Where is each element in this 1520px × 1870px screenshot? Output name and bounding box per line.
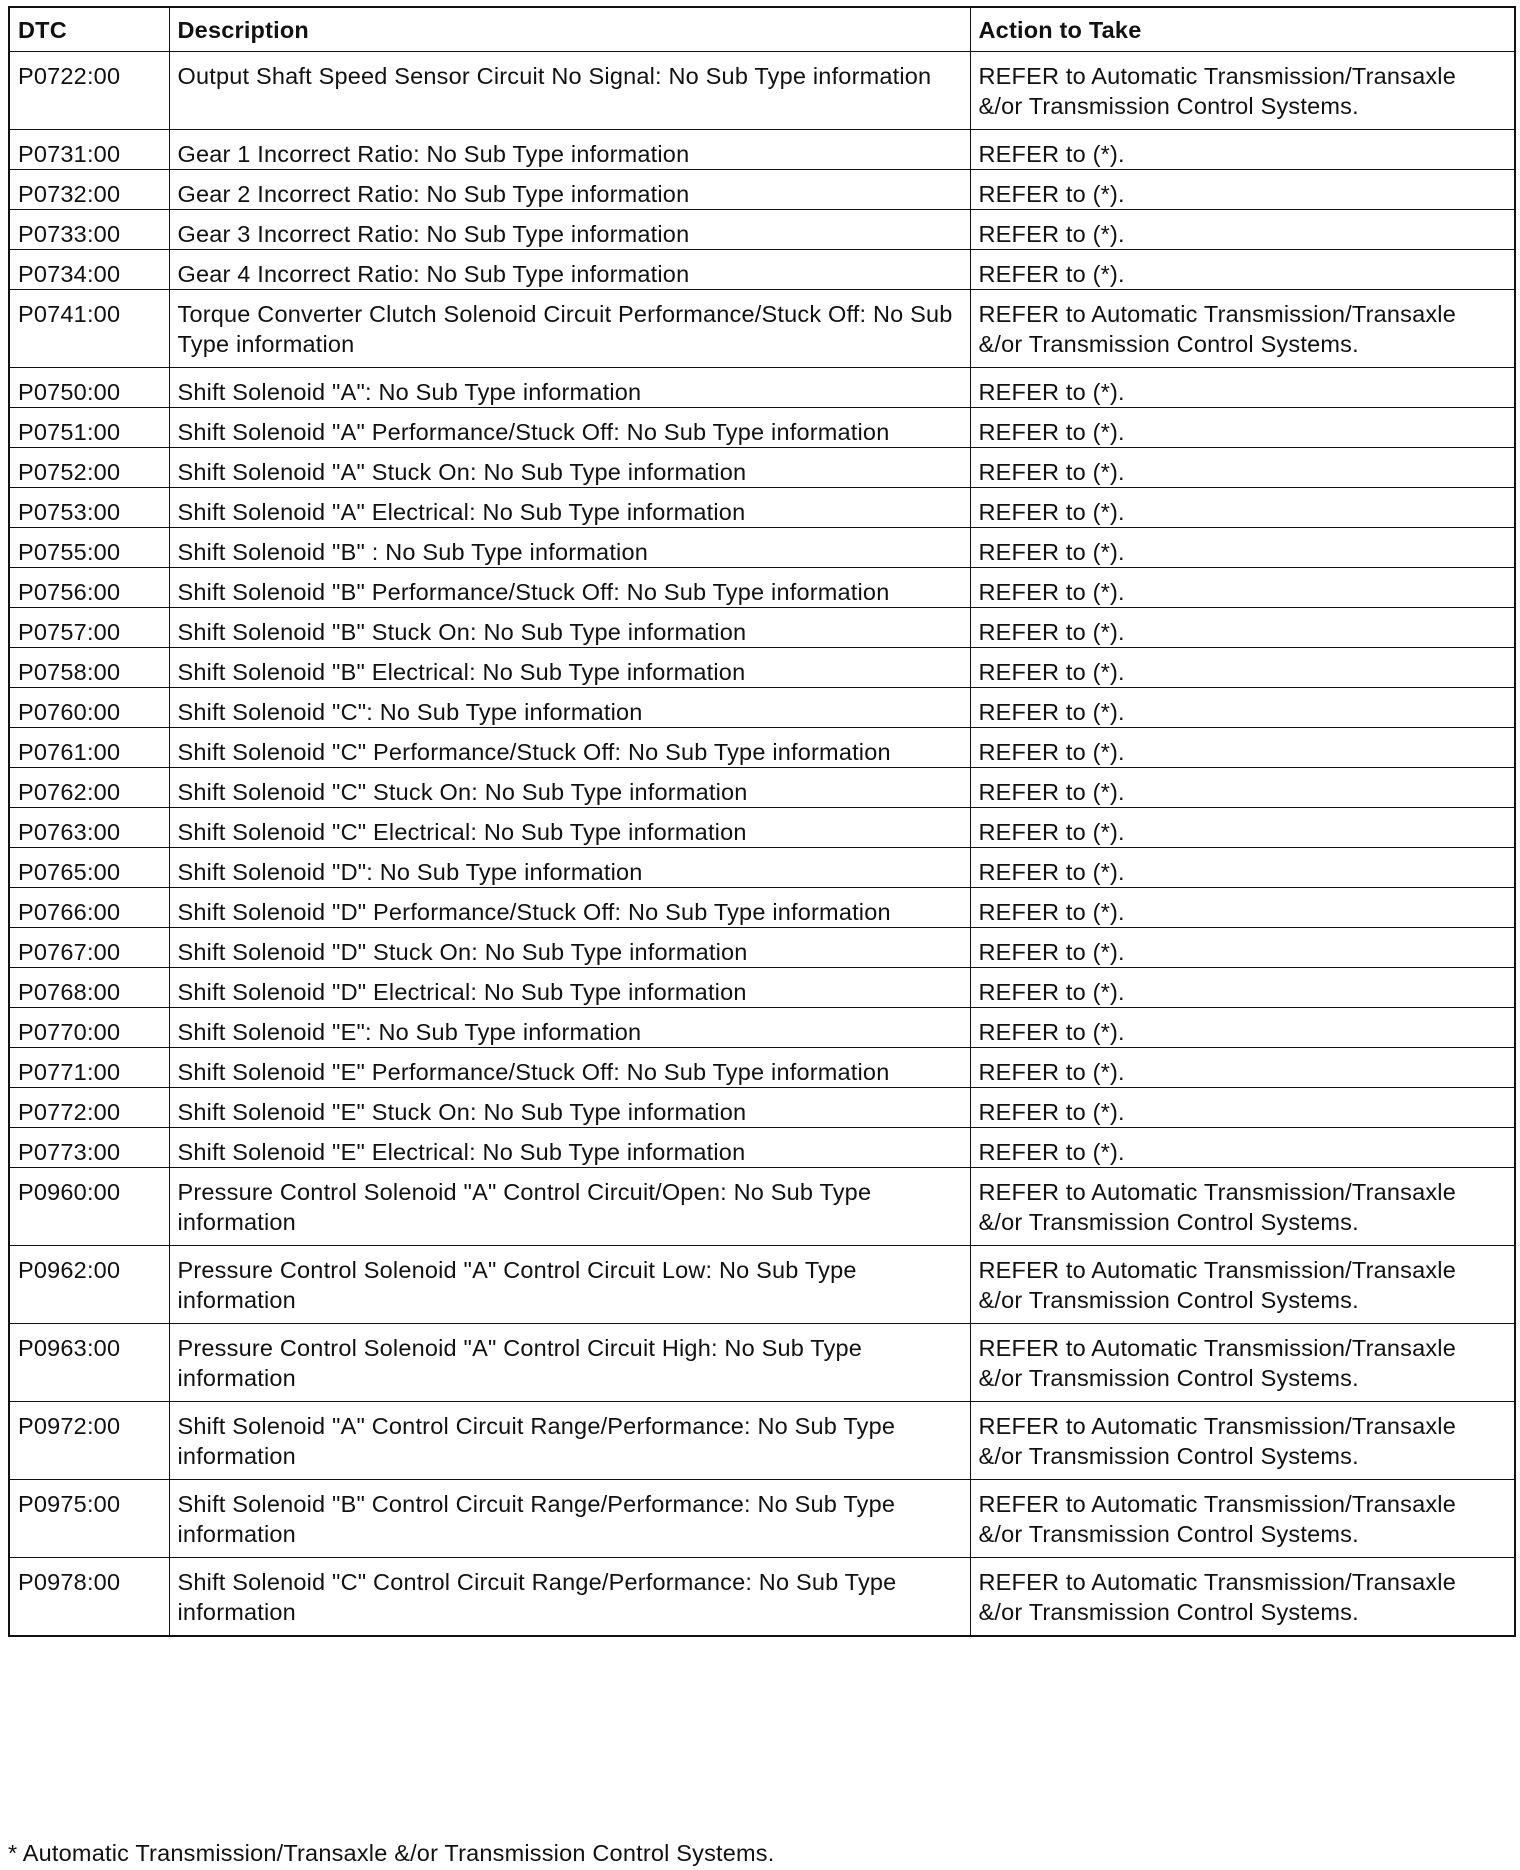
table-row <box>9 1480 1515 1558</box>
action-cell: REFER to Automatic Transmission/Transaxle &/or Transmission Control Systems. <box>970 1168 1515 1246</box>
dtc-cell: P0766:00 <box>9 888 169 928</box>
description-cell: Shift Solenoid "B" : No Sub Type information <box>169 528 970 568</box>
description-cell: Shift Solenoid "B" Control Circuit Range/Performance: No Sub Type information <box>169 1480 970 1558</box>
description-cell: Shift Solenoid "B" Electrical: No Sub Type information <box>169 648 970 688</box>
table-row <box>9 648 1515 688</box>
description-cell: Shift Solenoid "A" Stuck On: No Sub Type information <box>169 448 970 488</box>
dtc-cell: P0758:00 <box>9 648 169 688</box>
action-cell: REFER to (*). <box>970 130 1515 170</box>
action-cell: REFER to (*). <box>970 928 1515 968</box>
dtc-cell: P0771:00 <box>9 1048 169 1088</box>
action-cell: REFER to (*). <box>970 170 1515 210</box>
action-cell: REFER to Automatic Transmission/Transaxle &/or Transmission Control Systems. <box>970 1324 1515 1402</box>
action-cell: REFER to (*). <box>970 528 1515 568</box>
dtc-cell: P0753:00 <box>9 488 169 528</box>
description-cell: Shift Solenoid "C" Performance/Stuck Off: No Sub Type information <box>169 728 970 768</box>
action-cell: REFER to (*). <box>970 250 1515 290</box>
column-header-description: Description <box>169 7 970 52</box>
action-cell: REFER to Automatic Transmission/Transaxle &/or Transmission Control Systems. <box>970 52 1515 130</box>
table-row <box>9 848 1515 888</box>
description-cell: Pressure Control Solenoid "A" Control Circuit Low: No Sub Type information <box>169 1246 970 1324</box>
dtc-cell: P0756:00 <box>9 568 169 608</box>
dtc-cell: P0960:00 <box>9 1168 169 1246</box>
dtc-cell: P0762:00 <box>9 768 169 808</box>
dtc-cell: P0750:00 <box>9 368 169 408</box>
description-cell: Shift Solenoid "E" Electrical: No Sub Type information <box>169 1128 970 1168</box>
table-row <box>9 608 1515 648</box>
action-cell: REFER to (*). <box>970 448 1515 488</box>
table-row <box>9 808 1515 848</box>
description-cell: Shift Solenoid "D" Electrical: No Sub Type information <box>169 968 970 1008</box>
table-row <box>9 1324 1515 1402</box>
description-cell: Shift Solenoid "A" Control Circuit Range/Performance: No Sub Type information <box>169 1402 970 1480</box>
table-row <box>9 170 1515 210</box>
description-cell: Gear 4 Incorrect Ratio: No Sub Type information <box>169 250 970 290</box>
description-cell: Shift Solenoid "C" Control Circuit Range/Performance: No Sub Type information <box>169 1558 970 1636</box>
description-cell: Torque Converter Clutch Solenoid Circuit Performance/Stuck Off: No Sub Type information <box>169 290 970 368</box>
action-cell: REFER to (*). <box>970 848 1515 888</box>
table-row <box>9 1246 1515 1324</box>
column-header-dtc: DTC <box>9 7 169 52</box>
dtc-cell: P0978:00 <box>9 1558 169 1636</box>
dtc-cell: P0741:00 <box>9 290 169 368</box>
dtc-table <box>8 6 1516 1637</box>
description-cell: Shift Solenoid "C": No Sub Type information <box>169 688 970 728</box>
dtc-cell: P0731:00 <box>9 130 169 170</box>
table-row <box>9 928 1515 968</box>
table-row <box>9 1402 1515 1480</box>
document-page <box>8 6 1514 1637</box>
action-cell: REFER to (*). <box>970 408 1515 448</box>
dtc-cell: P0733:00 <box>9 210 169 250</box>
table-row <box>9 728 1515 768</box>
dtc-cell: P0772:00 <box>9 1088 169 1128</box>
table-row <box>9 250 1515 290</box>
table-row <box>9 768 1515 808</box>
description-cell: Pressure Control Solenoid "A" Control Circuit High: No Sub Type information <box>169 1324 970 1402</box>
description-cell: Shift Solenoid "B" Performance/Stuck Off: No Sub Type information <box>169 568 970 608</box>
dtc-cell: P0963:00 <box>9 1324 169 1402</box>
table-row <box>9 408 1515 448</box>
table-row <box>9 130 1515 170</box>
action-cell: REFER to (*). <box>970 1128 1515 1168</box>
table-row <box>9 1008 1515 1048</box>
dtc-cell: P0767:00 <box>9 928 169 968</box>
action-cell: REFER to Automatic Transmission/Transaxle &/or Transmission Control Systems. <box>970 290 1515 368</box>
description-cell: Gear 1 Incorrect Ratio: No Sub Type information <box>169 130 970 170</box>
dtc-cell: P0760:00 <box>9 688 169 728</box>
action-cell: REFER to (*). <box>970 608 1515 648</box>
description-cell: Gear 3 Incorrect Ratio: No Sub Type information <box>169 210 970 250</box>
table-row <box>9 1558 1515 1636</box>
dtc-cell: P0732:00 <box>9 170 169 210</box>
action-cell: REFER to (*). <box>970 210 1515 250</box>
action-cell: REFER to (*). <box>970 568 1515 608</box>
dtc-cell: P0773:00 <box>9 1128 169 1168</box>
dtc-cell: P0770:00 <box>9 1008 169 1048</box>
dtc-cell: P0755:00 <box>9 528 169 568</box>
action-cell: REFER to (*). <box>970 488 1515 528</box>
dtc-cell: P0761:00 <box>9 728 169 768</box>
description-cell: Shift Solenoid "D": No Sub Type information <box>169 848 970 888</box>
action-cell: REFER to (*). <box>970 648 1515 688</box>
action-cell: REFER to (*). <box>970 728 1515 768</box>
description-cell: Shift Solenoid "A" Performance/Stuck Off: No Sub Type information <box>169 408 970 448</box>
table-row <box>9 968 1515 1008</box>
description-cell: Shift Solenoid "E": No Sub Type information <box>169 1008 970 1048</box>
action-cell: REFER to (*). <box>970 1088 1515 1128</box>
dtc-cell: P0975:00 <box>9 1480 169 1558</box>
action-cell: REFER to (*). <box>970 1008 1515 1048</box>
column-header-action: Action to Take <box>970 7 1515 52</box>
table-row <box>9 52 1515 130</box>
description-cell: Shift Solenoid "E" Performance/Stuck Off: No Sub Type information <box>169 1048 970 1088</box>
dtc-cell: P0734:00 <box>9 250 169 290</box>
description-cell: Shift Solenoid "A": No Sub Type information <box>169 368 970 408</box>
table-row <box>9 528 1515 568</box>
description-cell: Shift Solenoid "E" Stuck On: No Sub Type information <box>169 1088 970 1128</box>
table-row <box>9 488 1515 528</box>
description-cell: Shift Solenoid "D" Stuck On: No Sub Type information <box>169 928 970 968</box>
action-cell: REFER to (*). <box>970 808 1515 848</box>
description-cell: Gear 2 Incorrect Ratio: No Sub Type information <box>169 170 970 210</box>
dtc-cell: P0722:00 <box>9 52 169 130</box>
action-cell: REFER to (*). <box>970 888 1515 928</box>
description-cell: Shift Solenoid "C" Stuck On: No Sub Type information <box>169 768 970 808</box>
dtc-cell: P0972:00 <box>9 1402 169 1480</box>
table-row <box>9 290 1515 368</box>
action-cell: REFER to (*). <box>970 368 1515 408</box>
dtc-cell: P0757:00 <box>9 608 169 648</box>
dtc-cell: P0765:00 <box>9 848 169 888</box>
description-cell: Pressure Control Solenoid "A" Control Circuit/Open: No Sub Type information <box>169 1168 970 1246</box>
table-row <box>9 1048 1515 1088</box>
table-row <box>9 368 1515 408</box>
action-cell: REFER to (*). <box>970 688 1515 728</box>
description-cell: Shift Solenoid "C" Electrical: No Sub Type information <box>169 808 970 848</box>
table-row <box>9 568 1515 608</box>
action-cell: REFER to Automatic Transmission/Transaxle &/or Transmission Control Systems. <box>970 1246 1515 1324</box>
table-row <box>9 688 1515 728</box>
table-row <box>9 210 1515 250</box>
table-row <box>9 1128 1515 1168</box>
description-cell: Output Shaft Speed Sensor Circuit No Signal: No Sub Type information <box>169 52 970 130</box>
dtc-cell: P0751:00 <box>9 408 169 448</box>
footnote: * Automatic Transmission/Transaxle &/or Transmission Control Systems. <box>8 1840 775 1866</box>
action-cell: REFER to (*). <box>970 1048 1515 1088</box>
table-row <box>9 1088 1515 1128</box>
table-row <box>9 448 1515 488</box>
action-cell: REFER to Automatic Transmission/Transaxle &/or Transmission Control Systems. <box>970 1480 1515 1558</box>
action-cell: REFER to (*). <box>970 768 1515 808</box>
table-header-row <box>9 7 1515 52</box>
table-body <box>9 52 1515 1636</box>
dtc-cell: P0763:00 <box>9 808 169 848</box>
table-row <box>9 888 1515 928</box>
action-cell: REFER to (*). <box>970 968 1515 1008</box>
dtc-cell: P0768:00 <box>9 968 169 1008</box>
description-cell: Shift Solenoid "A" Electrical: No Sub Type information <box>169 488 970 528</box>
description-cell: Shift Solenoid "B" Stuck On: No Sub Type information <box>169 608 970 648</box>
description-cell: Shift Solenoid "D" Performance/Stuck Off: No Sub Type information <box>169 888 970 928</box>
dtc-cell: P0962:00 <box>9 1246 169 1324</box>
dtc-cell: P0752:00 <box>9 448 169 488</box>
table-row <box>9 1168 1515 1246</box>
action-cell: REFER to Automatic Transmission/Transaxle &/or Transmission Control Systems. <box>970 1558 1515 1636</box>
action-cell: REFER to Automatic Transmission/Transaxle &/or Transmission Control Systems. <box>970 1402 1515 1480</box>
